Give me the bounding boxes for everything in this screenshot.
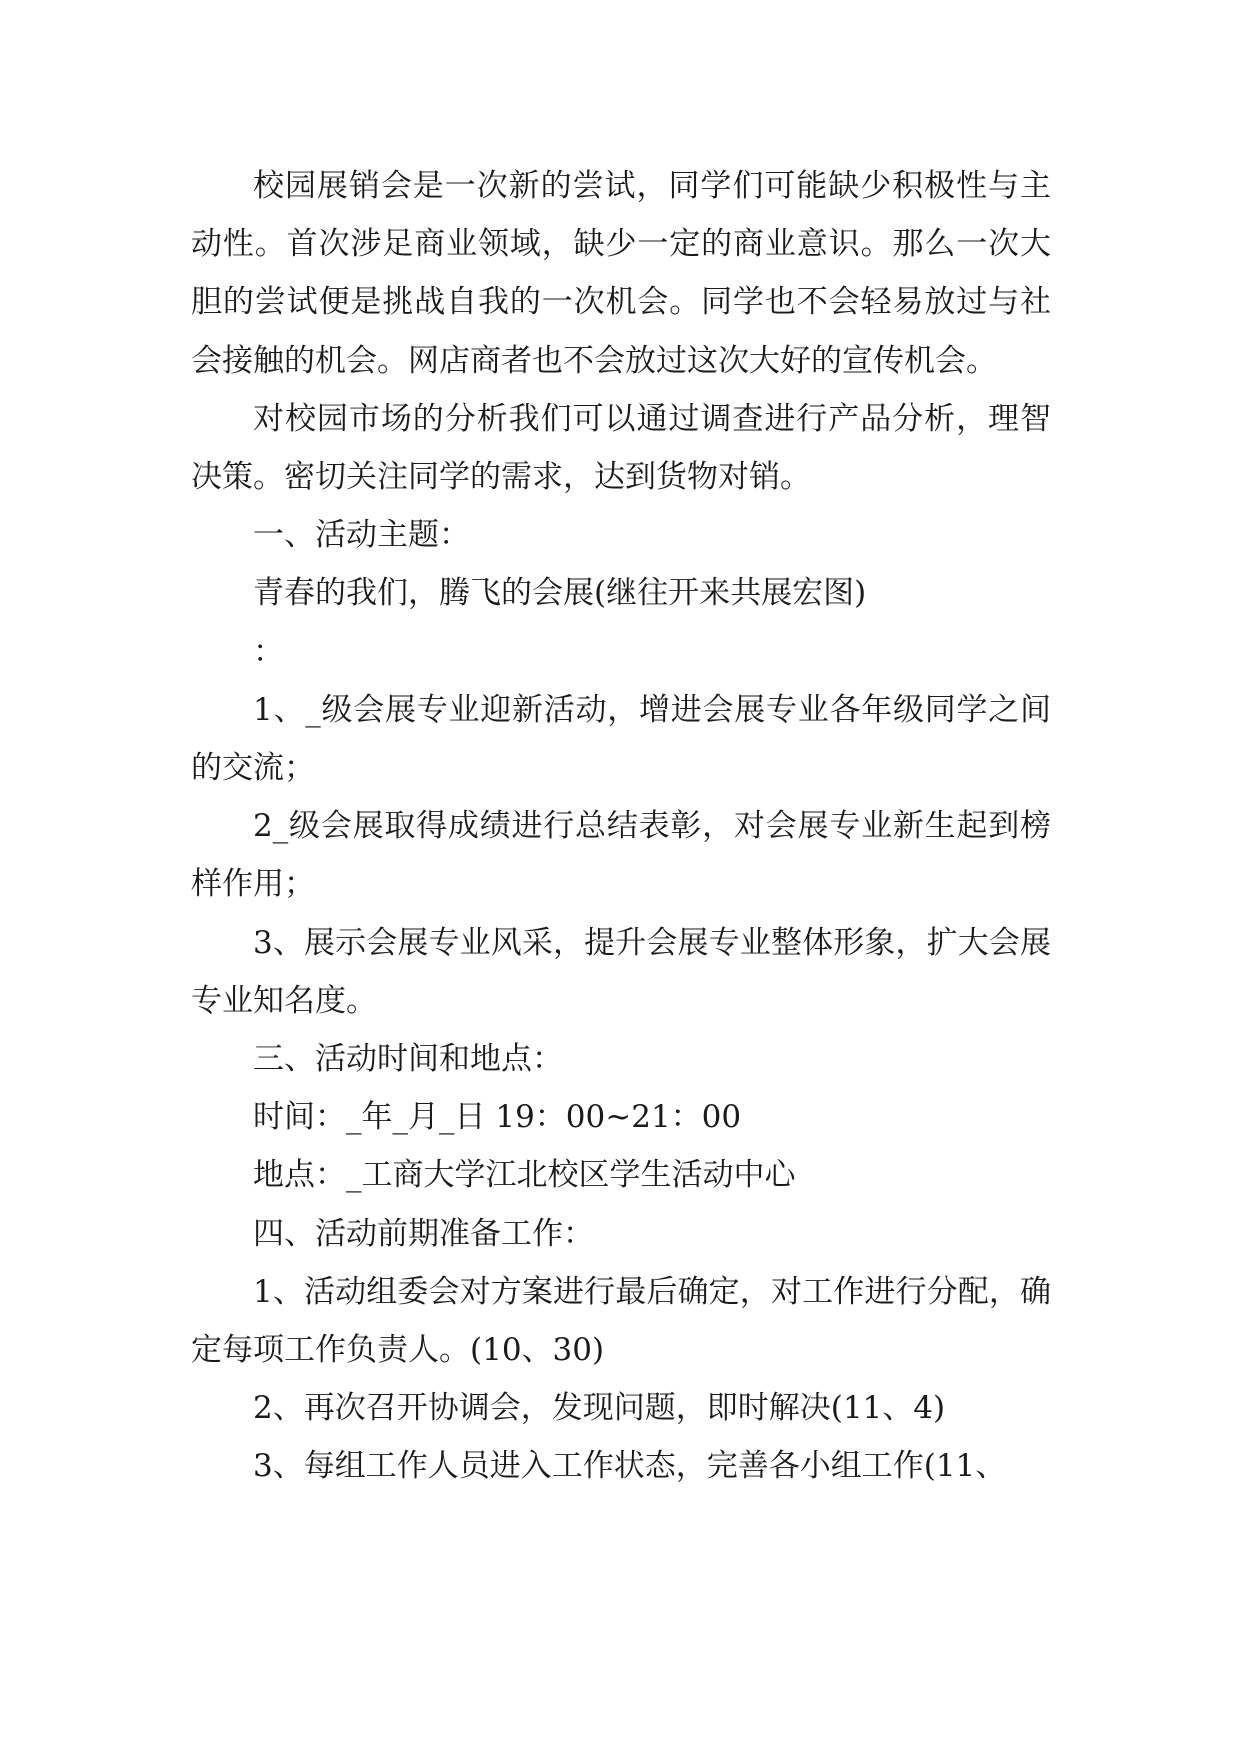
- paragraph-theme-text: 青春的我们，腾飞的会展(继往开来共展宏图): [253, 575, 867, 612]
- list-item-purpose-3: 3、展示会展专业风采，提升会展专业整体形象，扩大会展专业知名度。: [191, 924, 1051, 1019]
- heading-preparation: 四、活动前期准备工作：: [253, 1215, 594, 1252]
- heading-activity-theme: 一、活动主题：: [253, 517, 470, 554]
- paragraph-time: 时间：_年_月_日 19：00~21：00: [253, 1099, 742, 1136]
- heading-time-place: 三、活动时间和地点：: [253, 1041, 563, 1078]
- list-item-purpose-1: 1、_级会展专业迎新活动，增进会展专业各年级同学之间的交流；: [191, 691, 1051, 787]
- list-item-prep-2: 2、再次召开协调会，发现问题，即时解决(11、4): [253, 1390, 946, 1427]
- list-item-purpose-2: 2_级会展取得成绩进行总结表彰，对会展专业新生起到榜样作用；: [191, 808, 1051, 903]
- list-item-prep-1: 1、活动组委会对方案进行最后确定，对工作进行分配，确定每项工作负责人。(10、30): [191, 1273, 1051, 1369]
- paragraph-market-analysis: 对校园市场的分析我们可以通过调查进行产品分析，理智决策。密切关注同学的需求，达到货物对销。: [191, 400, 1051, 496]
- document-body: [191, 157, 1051, 1496]
- paragraph-intro: 校园展销会是一次新的尝试，同学们可能缺少积极性与主动性。首次涉足商业领域，缺少一定的商业意识。那么一次大胆的尝试便是挑战自我的一次机会。同学也不会轻易放过与社会接触的机会。网店商者也不会放过这次大好的宣传机会。: [191, 168, 1051, 379]
- paragraph-colon: ：: [253, 633, 284, 670]
- list-item-prep-3: 3、每组工作人员进入工作状态，完善各小组工作(11、: [253, 1448, 1007, 1485]
- paragraph-place: 地点：_工商大学江北校区学生活动中心: [253, 1157, 796, 1194]
